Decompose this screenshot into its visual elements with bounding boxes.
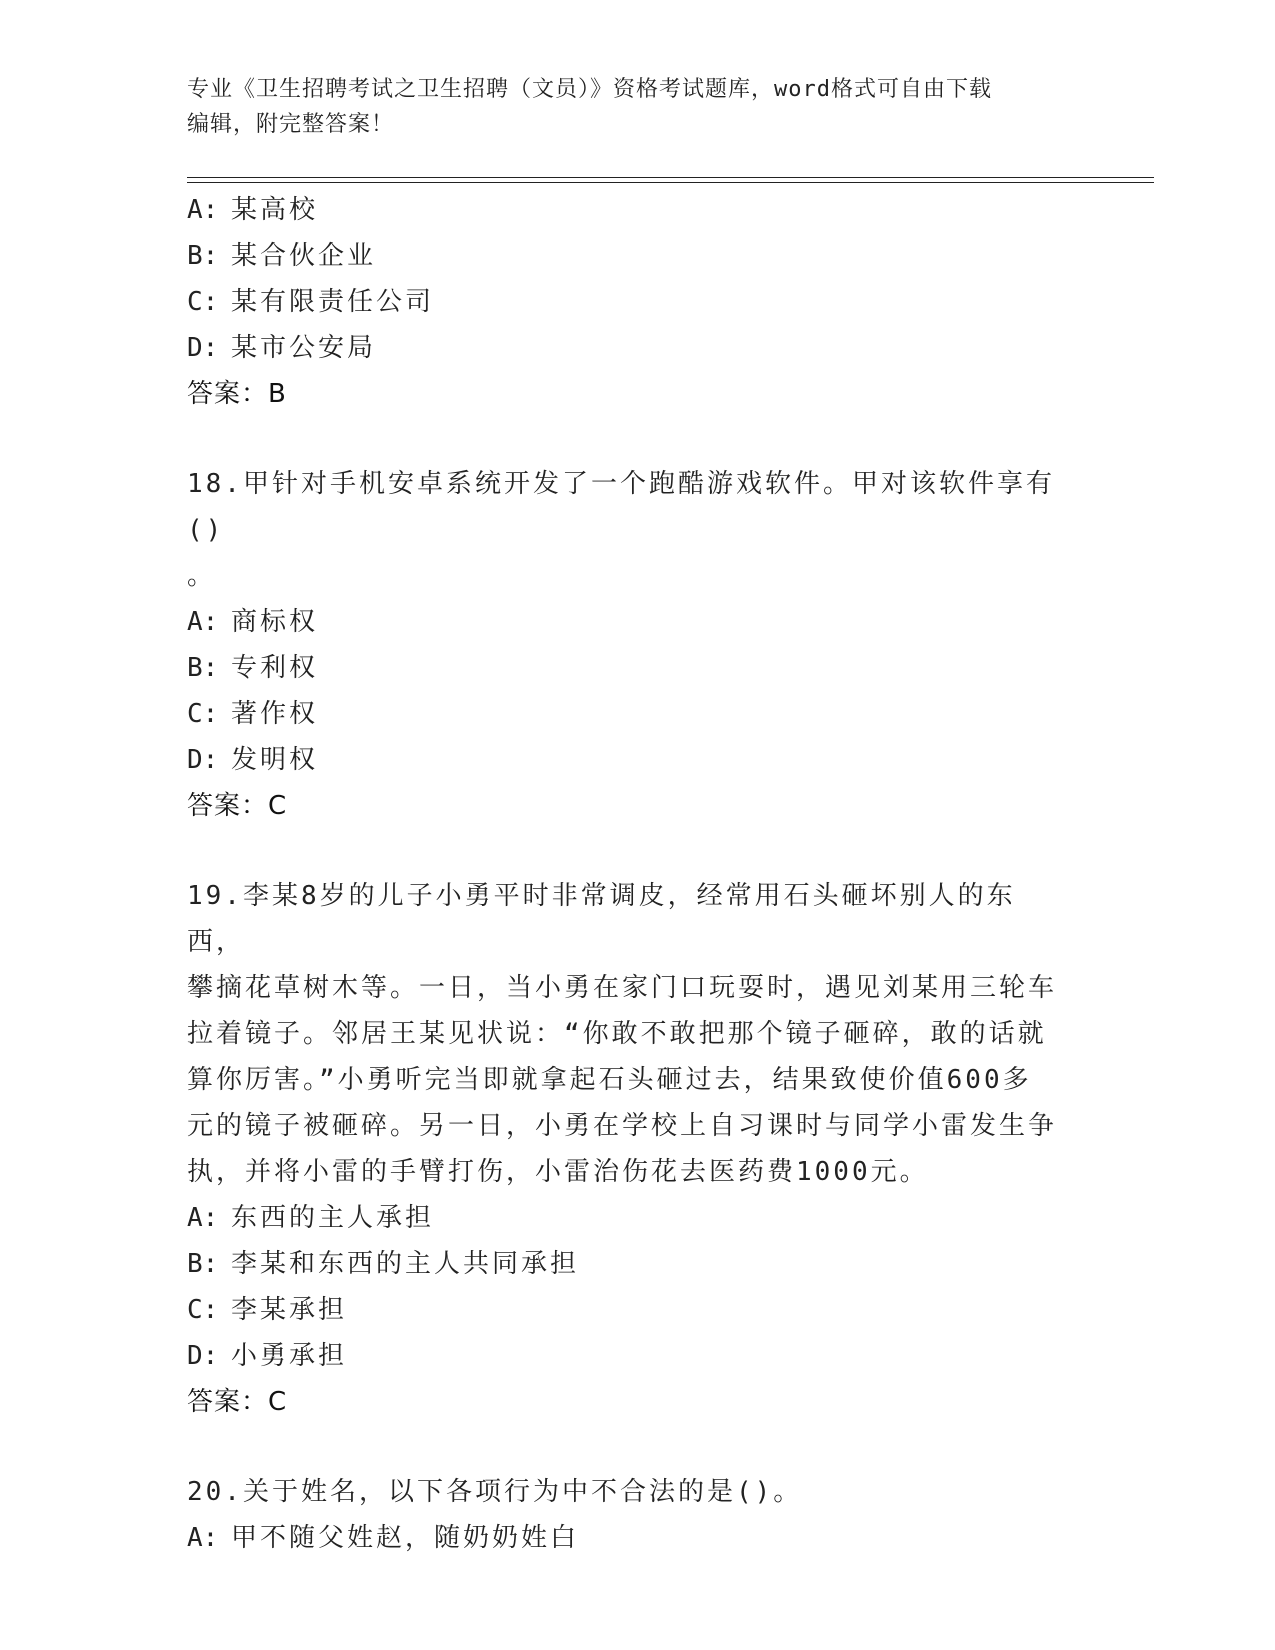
option-a	[187, 187, 1067, 233]
option-key: D:	[187, 745, 219, 775]
option-key: D:	[187, 333, 219, 363]
question-text-line: 算你厉害。”小勇听完当即就拿起石头砸过去，结果致使价值600多	[187, 1065, 1032, 1095]
option-text: 专利权	[231, 653, 319, 683]
question-17	[187, 187, 1067, 417]
header-line-2: 编辑，附完整答案！	[187, 112, 395, 137]
question-text-line: 元的镜子被砸碎。另一日，小勇在学校上自习课时与同学小雷发生争	[187, 1111, 1058, 1141]
option-key: C:	[187, 1295, 219, 1325]
document-header	[187, 72, 1067, 142]
question-text-line: 18.甲针对手机安卓系统开发了一个跑酷游戏软件。甲对该软件享有()	[187, 469, 1055, 545]
option-text: 小勇承担	[231, 1341, 348, 1371]
question-text-line: 执，并将小雷的手臂打伤，小雷治伤花去医药费1000元。	[187, 1157, 929, 1187]
answer-line: 答案：C	[187, 1387, 288, 1417]
option-a	[187, 1515, 1067, 1561]
option-key: A:	[187, 607, 219, 637]
option-b	[187, 1241, 1067, 1287]
answer-line: 答案：B	[187, 379, 287, 409]
option-key: D:	[187, 1341, 219, 1371]
option-c	[187, 279, 1067, 325]
question-text-line: 。	[187, 561, 217, 591]
option-key: A:	[187, 195, 219, 225]
option-text: 发明权	[231, 745, 319, 775]
option-text: 某合伙企业	[231, 241, 377, 271]
option-c	[187, 1287, 1067, 1333]
question-text-line: 20.关于姓名，以下各项行为中不合法的是()。	[187, 1477, 803, 1507]
option-text: 某高校	[231, 195, 319, 225]
option-text: 某市公安局	[231, 333, 377, 363]
option-text: 商标权	[231, 607, 319, 637]
option-c	[187, 691, 1067, 737]
question-text-line: 攀摘花草树木等。一日，当小勇在家门口玩耍时，遇见刘某用三轮车	[187, 973, 1058, 1003]
header-divider-top	[187, 177, 1154, 178]
option-key: C:	[187, 699, 219, 729]
document-body	[187, 187, 1067, 1561]
option-d	[187, 1333, 1067, 1379]
option-a	[187, 1195, 1067, 1241]
header-line-1: 专业《卫生招聘考试之卫生招聘（文员）》资格考试题库，word格式可自由下载	[187, 77, 992, 102]
answer-line: 答案：C	[187, 791, 288, 821]
option-text: 甲不随父姓赵，随奶奶姓白	[231, 1523, 580, 1553]
option-a	[187, 599, 1067, 645]
option-key: B:	[187, 1249, 219, 1279]
option-b	[187, 233, 1067, 279]
question-text-line: 拉着镜子。邻居王某见状说：“你敢不敢把那个镜子砸碎，敢的话就	[187, 1019, 1047, 1049]
question-18	[187, 461, 1067, 829]
option-key: B:	[187, 653, 219, 683]
option-d	[187, 737, 1067, 783]
question-text-line: 19.李某8岁的儿子小勇平时非常调皮，经常用石头砸坏别人的东西，	[187, 881, 1016, 957]
option-text: 李某和东西的主人共同承担	[231, 1249, 580, 1279]
option-text: 著作权	[231, 699, 319, 729]
question-19	[187, 873, 1067, 1425]
option-text: 东西的主人承担	[231, 1203, 435, 1233]
option-key: C:	[187, 287, 219, 317]
option-key: A:	[187, 1203, 219, 1233]
question-20	[187, 1469, 1067, 1561]
option-d	[187, 325, 1067, 371]
option-key: A:	[187, 1523, 219, 1553]
header-divider-bottom	[187, 182, 1154, 183]
option-text: 某有限责任公司	[231, 287, 435, 317]
option-key: B:	[187, 241, 219, 271]
option-b	[187, 645, 1067, 691]
option-text: 李某承担	[231, 1295, 348, 1325]
